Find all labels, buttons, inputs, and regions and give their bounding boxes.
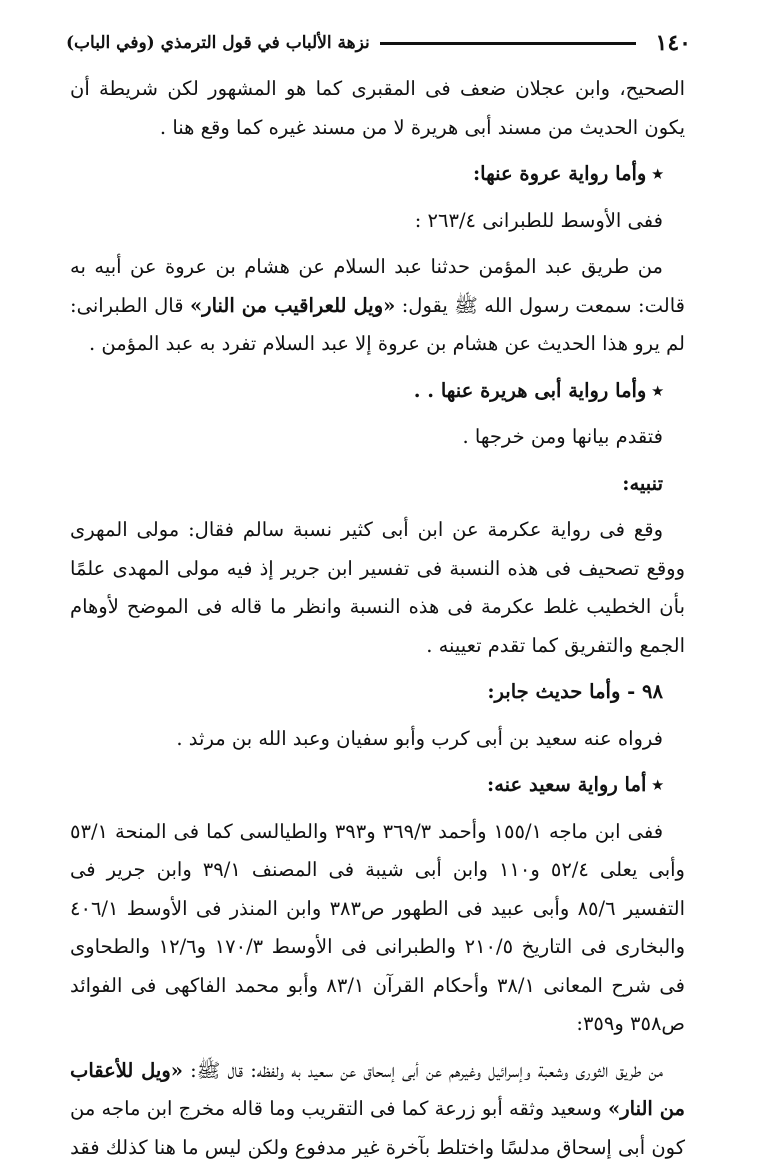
star-icon: ٭ xyxy=(652,162,663,185)
section-heading: ٩٨ - وأما حديث جابر: xyxy=(487,680,663,703)
paragraph: ففى ابن ماجه ١٥٥/١ وأحمد ٣٦٩/٣ و٣٩٣ والطيالسى كما فى المنحة ٥٣/١ وأبى يعلى ٥٢/٤ و١١٠ وابن أبى شيبة فى المصنف ٣٩/١ وابن جرير فى التفسير ٨٥/٦ وأبى عبيد فى الطهور ص٣٨٣ وابن المنذر فى الأوسط ٤٠٦/١ والبخارى فى التاريخ ٢١٠/٥ والطبرانى فى الأوسط ١٧٠/٣ و١٢/٦ والطحاوى فى شرح المعانى ٣٨/١ وأحكام القرآن ٨٣/١ وأبو محمد الفاكهى فى الفوائد ص٣٥٨ و٣٥٩: xyxy=(70,819,686,1035)
text-run: وسعيد وثقه أبو زرعة كما فى التقريب وما قاله مخرج ابن ماجه من كون أبى إسحاق مدلسًا واختلط بآخرة غير مدفوع ولكن ليس ما هنا كذلك فقد xyxy=(70,1097,685,1159)
hadith-quote: «ويل للأعقاب من النار» xyxy=(70,1058,685,1120)
heading-text: أما رواية سعيد عنه: xyxy=(487,773,647,796)
paragraph: وقع فى رواية عكرمة عن ابن أبى كثير نسبة سالم فقال: مولى المهرى ووقع تصحيف فى هذه النسبة فى تفسير ابن جرير إذ فيه مولى المهدى علمًا بأن الخطيب غلط عكرمة فى هذه النسبة وانظر ما قاله فى الموضح لأوهام الجمع والتفريق كما تقدم تعيينه . xyxy=(70,518,685,657)
section-heading xyxy=(70,372,685,411)
star-icon: ٭ xyxy=(652,378,663,402)
page-header xyxy=(66,28,691,58)
paragraph: فرواه عنه سعيد بن أبى كرب وأبو سفيان وعبد الله بن مرثد . xyxy=(176,726,663,750)
paragraph xyxy=(70,1052,685,1168)
paragraph: الصحيح، وابن عجلان ضعف فى المقبرى كما هو المشهور لكن شريطة أن يكون الحديث من مسند أبى هريرة لا من مسند غيره كما وقع هنا . xyxy=(70,77,685,139)
star-icon: ٭ xyxy=(652,773,663,796)
text-run: من طريق الثورى وشعبة وإسرائيل وغيرهم عن أبى إسحاق عن سعيد به ولفظه: قال ﷺ: xyxy=(182,1058,663,1082)
running-title: نزهة الألباب في قول الترمذي (وفي الباب) xyxy=(66,33,370,53)
text-run: من طريق عبد المؤمن حدثنا عبد السلام عن هشام بن عروة عن أبيه به قالت: سمعت رسول الله ﷺ يقول: xyxy=(70,255,685,317)
hadith-quote: «ويل للعراقيب من النار» xyxy=(189,293,396,317)
section-heading xyxy=(70,155,685,194)
paragraph: فتقدم بيانها ومن خرجها . xyxy=(462,425,663,448)
text-run: قال الطبرانى: لم يرو هذا الحديث عن هشام بن عروة إلا عبد السلام تفرد به عبد المؤمن . xyxy=(70,293,685,355)
page-number: ١٤٠ xyxy=(655,30,691,56)
paragraph xyxy=(70,248,685,364)
section-heading xyxy=(70,766,685,805)
heading-text: وأما رواية عروة عنها: xyxy=(472,162,647,185)
paragraph: ففى الأوسط للطبرانى ٢٦٣/٤ : xyxy=(414,208,663,232)
header-rule xyxy=(380,42,636,45)
heading-text: وأما رواية أبى هريرة عنها . . xyxy=(413,378,647,402)
page-body xyxy=(70,70,685,1175)
section-heading: تنبيه: xyxy=(622,471,663,495)
